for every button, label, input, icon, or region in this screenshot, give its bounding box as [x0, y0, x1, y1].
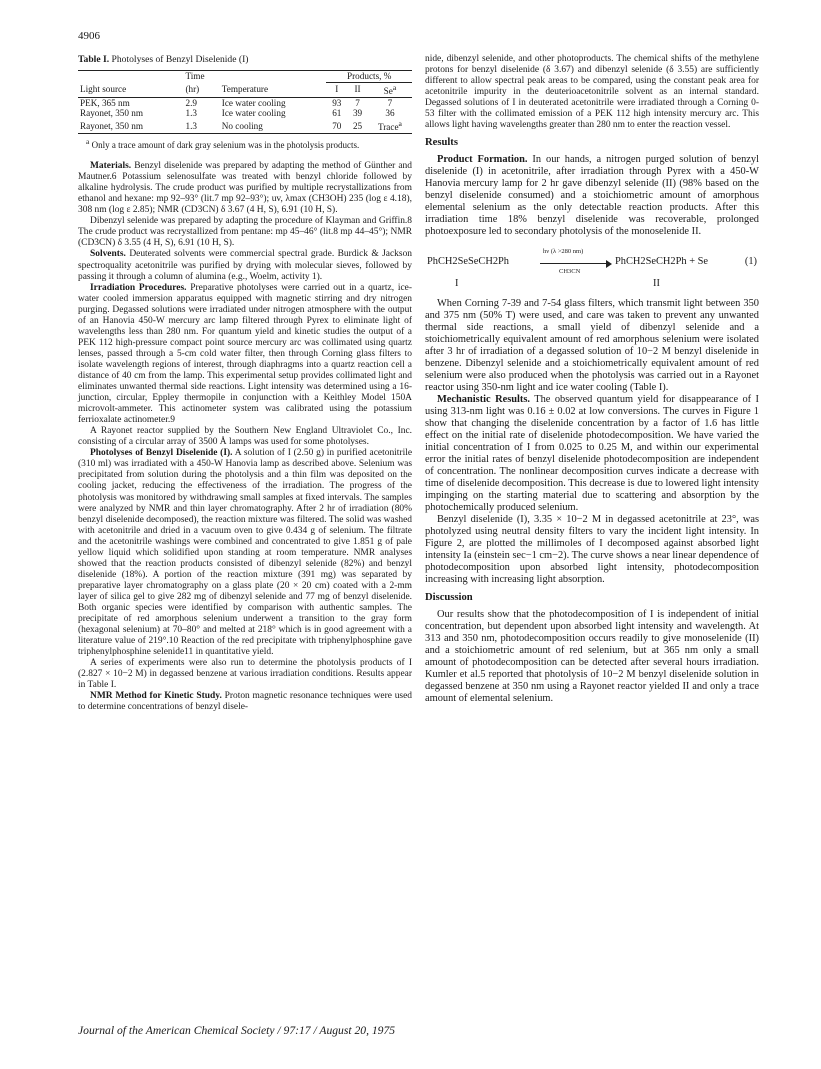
cell-I: 93 — [332, 97, 342, 108]
para-rayonet: A Rayonet reactor supplied by the Southern New England Ultraviolet Co., Inc. consisting of a circular array of 3500 Å lamps was used for some photolyses. — [78, 426, 412, 448]
eq-products: PhCH2SeCH2Ph + Se — [615, 256, 709, 268]
left-column — [78, 54, 412, 713]
table-footnote: $^a$ Only a trace amount of dark gray selenium was in the photolysis products. — [86, 137, 360, 151]
eq-label-II: II — [653, 278, 660, 290]
para-photolyses: Photolyses of Benzyl Diselenide (I). A solution of I (2.50 g) in purified acetonitrile (310 ml) was irradiated with a 450-W Hanovia lamp as described above. Selenium was precipitated from solution during the photolysis and a thin film was deposited on the cooling jacket, reducing the effectiveness of the irradiation. The progress of the photolysis was monitored by withdrawing small samples at fixed intervals. The samples were analyzed by NMR and thin layer chromatography. After 2 hr of irradiation (80% benzyl diselenide decomposed), the reaction mixture was filtered. The solid was washed with acetonitrile and dried in a vacuum oven to give 0.434 g of selenium. The filtrate and the acetonitrile washings were combined and concentrated to give 1.851 g of pale yellow liquid which solidified upon standing at room temperature. NMR analyses showed that the reaction products consisted of dibenzyl selenide (82%) and benzyl diselenide (18%). A portion of the reaction mixture (391 mg) was separated by preparative layer chromatography on a glass plate (20 × 20 cm) coated with a 2-mm layer of silica gel to give 282 mg of dibenzyl selenide and 77 mg of benzyl diselenide. Both organic species were identified by comparison with authentic samples. The precipitate of red amorphous selenium underwent a transition to the gray form (hexagonal selenium) at 70–80° and melted at 218° which is in good agreement with a literature value of 219°.10 Reaction of the red precipitate with triphenylphosphine gave triphenylphosphine selenide11 in quantitative yield. — [78, 448, 413, 658]
table-caption — [78, 54, 412, 66]
table-row — [78, 108, 412, 119]
cell-Se: 7 — [387, 97, 393, 108]
discussion-heading: Discussion — [425, 592, 473, 604]
cell-time: 1.3 — [185, 108, 197, 119]
photolyses-table — [78, 70, 412, 134]
cell-time: 2.9 — [185, 97, 197, 108]
col-II-header: II — [347, 82, 368, 97]
eq-arrow — [540, 263, 610, 264]
para-series: A series of experiments were also run to determine the photolysis products of I (2.827 × 10−2 M) in degassed benzene at various irradiation conditions. Results appear in Table I. — [78, 658, 412, 691]
para-mechanistic: Mechanistic Results. The observed quantum yield for disappearance of I using 313-nm light was 0.16 ± 0.02 at low conversions. The curves in Figure 1 show that changing the diselenide concentration by a factor of 1.6 has little effect on the initial rate of diselenide photodecomposition. We have varied the initial concentration of I from 0.025 to 0.25 M, and within our experimental error the initial rates of benzyl diselenide photodecomposition are independent of concentration. The nonlinear decomposition curves indicate a decrease with time of diselenide decomposition. This decrease is due to lowered light intensity impinging on the starting material due to scattering and absorption by the photochemically produced selenium. — [425, 394, 759, 514]
para-dibenzyl-selenide: Dibenzyl selenide was prepared by adapting the procedure of Klayman and Griffin.8 The crude product was recrystallized from pentane: mp 45–46° (lit.8 mp 44–45°); NMR (CD3CN) δ 3.55 (4 H, S), 6.91 (10 H, S). — [78, 216, 412, 249]
eq-condition-below: CH3CN — [559, 268, 581, 276]
eq-reactant: PhCH2SeSeCH2Ph — [427, 256, 509, 268]
cell-II: 39 — [352, 108, 363, 119]
col-temperature-header: Temperature — [220, 82, 327, 97]
col-time-header: Time — [183, 71, 219, 83]
para-corning-filters: When Corning 7-39 and 7-54 glass filters, which transmit light between 350 and 375 nm (50% T) were used, and care was taken to prevent any unwanted thermal side reactions, a small yield of dibenzyl selenide and a stoichiometrically equivalent amount of red amorphous selenium were isolated after 3 hr of irradiation of a degassed solution of 10−2 M benzyl diselenide in benzene. Dibenzyl selenide and a stoichiometrically equivalent amount of red selenium were also produced when the photolysis was carried out in a Rayonet reactor using 350-nm light and ice water cooling (Table I). — [425, 298, 759, 394]
col-products-header: Products, % — [326, 71, 412, 83]
cell-Se: Trace$^a$ — [368, 119, 412, 133]
eq-number: (1) — [744, 256, 757, 268]
table-caption-text: Photolyses of Benzyl Diselenide (I) — [111, 54, 249, 65]
col-I-header: I — [326, 82, 347, 97]
cell-light: Rayonet, 350 nm — [80, 108, 144, 119]
para-product-formation: Product Formation. In our hands, a nitrogen purged solution of benzyl diselenide (I) in acetonitrile, after irradiation through Pyrex with a 450-W Hanovia mercury lamp for 2 hr gave dibenzyl selenide (II) (98% based on the benzyl diselenide consumed) and a stoichiometric amount of amorphous elemental selenium as the only detectable reaction products. After this irradiation time 18% benzyl diselenide was recoverable, prolonged photoexposure led to secondary photolysis of the monoselenide II. — [425, 154, 759, 238]
cell-Se: 36 — [385, 108, 395, 119]
cell-II: 7 — [355, 97, 360, 108]
table-caption-label: Table I. — [78, 54, 110, 65]
right-column — [425, 54, 759, 705]
results-heading: Results — [425, 137, 458, 149]
cell-temp: Ice water cooling — [221, 108, 286, 119]
eq-arrow-head — [606, 260, 612, 268]
cell-time: 1.3 — [183, 119, 219, 133]
table-row — [78, 119, 412, 133]
para-light-intensity: Benzyl diselenide (I), 3.35 × 10−2 M in degassed acetonitrile at 23°, was photolyzed using neutral density filters to vary the incident light intensity. In Figure 2, are plotted the millimoles of I decomposed against absorbed light intensity Ia (einstein sec−1 cm−2). The curve shows a near linear dependence of photodecomposition upon absorbed light intensity, photodecomposition increasing with increasing light absorption. — [425, 514, 759, 586]
para-discussion: Our results show that the photodecomposition of I is independent of initial concentration, but dependent upon absorbed light intensity and wavelength. At 313 and 350 nm, photodecomposition occurs readily to give monoselenide (II) and a stoichiometric amount of red selenium, but at 365 nm only a small amount of photodecomposition can be detected after several hours irradiation. Kumler et al.5 reported that photolysis of 10−2 M benzyl diselenide solution in degassed benzene at 350 nm using a Rayonet reactor yielded II and only a trace amount of elemental selenium. — [425, 609, 759, 705]
para-materials: Materials. Benzyl diselenide was prepared by adapting the method of Günther and Mautner.6 Potassium selenosulfate was treated with benzyl chloride followed by alkaline hydrolysis. The crude product was purified by multiple recrystallizations from ethanol and hexane: mp 92–93° (lit.7 mp 92–93°); uv, λmax (CH3OH) 235 (log ε 4.18), 308 nm (log ε 2.85); NMR (CD3CN) δ 3.67 (4 H, S), 6.91 (10 H, S). — [78, 161, 412, 216]
cell-I: 70 — [326, 119, 347, 133]
cell-temp: No cooling — [220, 119, 327, 133]
para-solvents: Solvents. Deuterated solvents were commercial spectral grade. Burdick & Jackson spectroquality acetonitrile was purified by drying with molecular sieves, followed by passing it through a column of alumina (e.g., Woelm, activity 1). — [78, 249, 413, 282]
cell-light: Rayonet, 350 nm — [78, 119, 183, 133]
eq-label-I: I — [455, 278, 459, 290]
para-nmr-continued: nide, dibenzyl selenide, and other photoproducts. The chemical shifts of the methylene protons for benzyl diselenide (δ 3.67) and dibenzyl selenide (δ 3.55) are sufficiently different to allow spectral peak areas to be compared, using the constant peak area for acetonitrile impurity in the deuterioacetonitrile solvent as an internal standard. Degassed solutions of I in deuterated acetonitrile were irradiated through a Corning 0-53 filter with the collimated emission of a PEK 112 high intensity mercury arc. This allows light having wavelengths greater than 280 nm to enter the reaction vessel. — [425, 54, 759, 131]
equation-1 — [425, 246, 759, 292]
para-irradiation: Irradiation Procedures. Preparative photolyses were carried out in a quartz, ice-water cooled immersion apparatus equipped with magnetic stirring and dry nitrogen purging. Degassed solutions were irradiated under nitrogen atmosphere with the output of an Hanovia 450-W mercury arc lamp filtered through Pyrex to eliminate light of wavelengths less than 280 nm. For quantum yield and kinetic studies the output of a PEK 112 high-pressure compact point source mercury arc was collimated using quartz lenses, passed through a 5-cm cold water filter, then through Corning glass filters to isolate wavelength regions of interest, through diaphragms into a quartz reaction cell a distance of 40 cm from the lamp. This experimental setup provides collimated light and eliminates unwanted thermal side reactions. Light intensity was determined using a 16-junction, circular, Eppley thermopile in conjunction with a Keithley Model 150A microvolt-ammeter. This actinometer system was calibrated using the potassium ferrioxalate actinometer.9 — [78, 282, 412, 426]
cell-II: 25 — [347, 119, 368, 133]
table-row — [78, 97, 412, 108]
col-light-source-header: Light source — [78, 82, 183, 97]
cell-light: PEK, 365 nm — [80, 97, 130, 108]
para-nmr-method: NMR Method for Kinetic Study. Proton magnetic resonance techniques were used to determine concentrations of benzyl disele- — [78, 691, 413, 713]
cell-temp: Ice water cooling — [221, 97, 286, 108]
page-number: 4906 — [78, 30, 100, 42]
eq-condition-above: hν (λ >280 nm) — [543, 248, 584, 256]
col-time-unit: (hr) — [183, 82, 219, 97]
cell-I: 61 — [332, 108, 342, 119]
journal-footer: Journal of the American Chemical Society / 97:17 / August 20, 1975 — [78, 1024, 396, 1037]
col-Se-header: Se$^a$ — [368, 82, 412, 97]
